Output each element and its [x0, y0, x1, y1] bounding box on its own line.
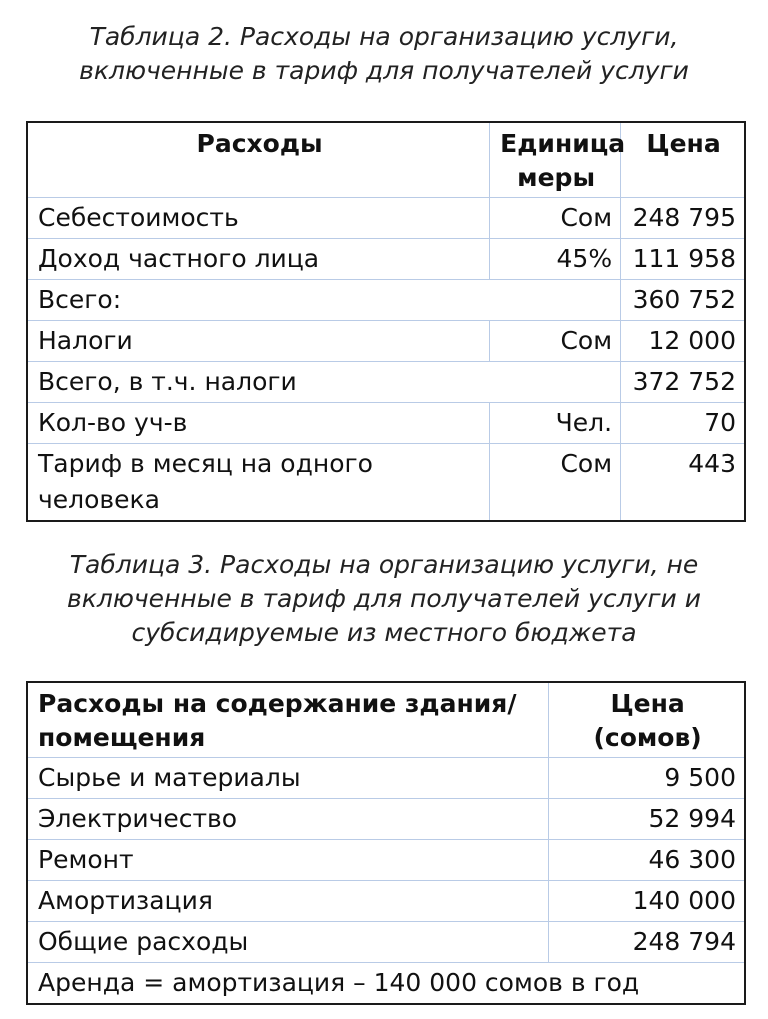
row-price: 372 752: [621, 362, 745, 403]
table3-caption-line3: субсидируемые из местного бюджета: [131, 618, 637, 647]
row-price: 443: [621, 444, 745, 522]
row-name: Доход частного лица: [27, 239, 490, 280]
table-row: [27, 444, 745, 522]
row-price: 111 958: [621, 239, 745, 280]
row-unit: Сом: [490, 321, 621, 362]
table3-header-expenses: Расходы на содержание здания/ помещения: [27, 682, 549, 758]
table3-header-price: Цена (сомов): [549, 682, 745, 758]
table3: [26, 681, 746, 1005]
row-name: Кол-во уч-в: [27, 403, 490, 444]
table-row: [27, 321, 745, 362]
table2-caption: [0, 20, 768, 88]
row-name: Налоги: [27, 321, 490, 362]
table3-caption-line2: включенные в тариф для получателей услуги и: [67, 584, 701, 613]
table-row: [27, 922, 745, 963]
row-price: 9 500: [549, 758, 745, 799]
row-unit: Сом: [490, 198, 621, 239]
table-row: [27, 840, 745, 881]
row-price: 140 000: [549, 881, 745, 922]
row-name: Электричество: [27, 799, 549, 840]
table3-header-row: [27, 682, 745, 758]
row-name: Тариф в месяц на одного человека: [27, 444, 490, 522]
row-name: Амортизация: [27, 881, 549, 922]
table2-header-expenses: Расходы: [27, 122, 490, 198]
row-price: 360 752: [621, 280, 745, 321]
row-price: 248 794: [549, 922, 745, 963]
table3-caption-line1: Таблица 3. Расходы на организацию услуги, не: [69, 550, 699, 579]
row-name: Себестоимость: [27, 198, 490, 239]
table-row: [27, 198, 745, 239]
row-price: 12 000: [621, 321, 745, 362]
table2: [26, 121, 746, 522]
row-price: 248 795: [621, 198, 745, 239]
row-price: 46 300: [549, 840, 745, 881]
table-row: [27, 280, 745, 321]
table-row: [27, 881, 745, 922]
table2-caption-line2: включенные в тариф для получателей услуги: [79, 56, 689, 85]
row-name: Всего:: [27, 280, 621, 321]
row-price: 70: [621, 403, 745, 444]
row-unit: Сом: [490, 444, 621, 522]
table-row: [27, 758, 745, 799]
table2-header-price: Цена: [621, 122, 745, 198]
row-unit: 45%: [490, 239, 621, 280]
row-unit: Чел.: [490, 403, 621, 444]
table-row: [27, 403, 745, 444]
table2-header-unit: Единица меры: [490, 122, 621, 198]
row-price: 52 994: [549, 799, 745, 840]
table-row: [27, 362, 745, 403]
table-row: [27, 799, 745, 840]
table3-caption: [0, 548, 768, 650]
table2-header-row: [27, 122, 745, 198]
table3-footer-row: [27, 963, 745, 1005]
row-name: Общие расходы: [27, 922, 549, 963]
row-name: Ремонт: [27, 840, 549, 881]
table2-caption-line1: Таблица 2. Расходы на организацию услуги,: [89, 22, 679, 51]
row-name: Сырье и материалы: [27, 758, 549, 799]
table-row: [27, 239, 745, 280]
row-name: Всего, в т.ч. налоги: [27, 362, 621, 403]
table3-footer: Аренда = амортизация – 140 000 сомов в год: [27, 963, 745, 1005]
